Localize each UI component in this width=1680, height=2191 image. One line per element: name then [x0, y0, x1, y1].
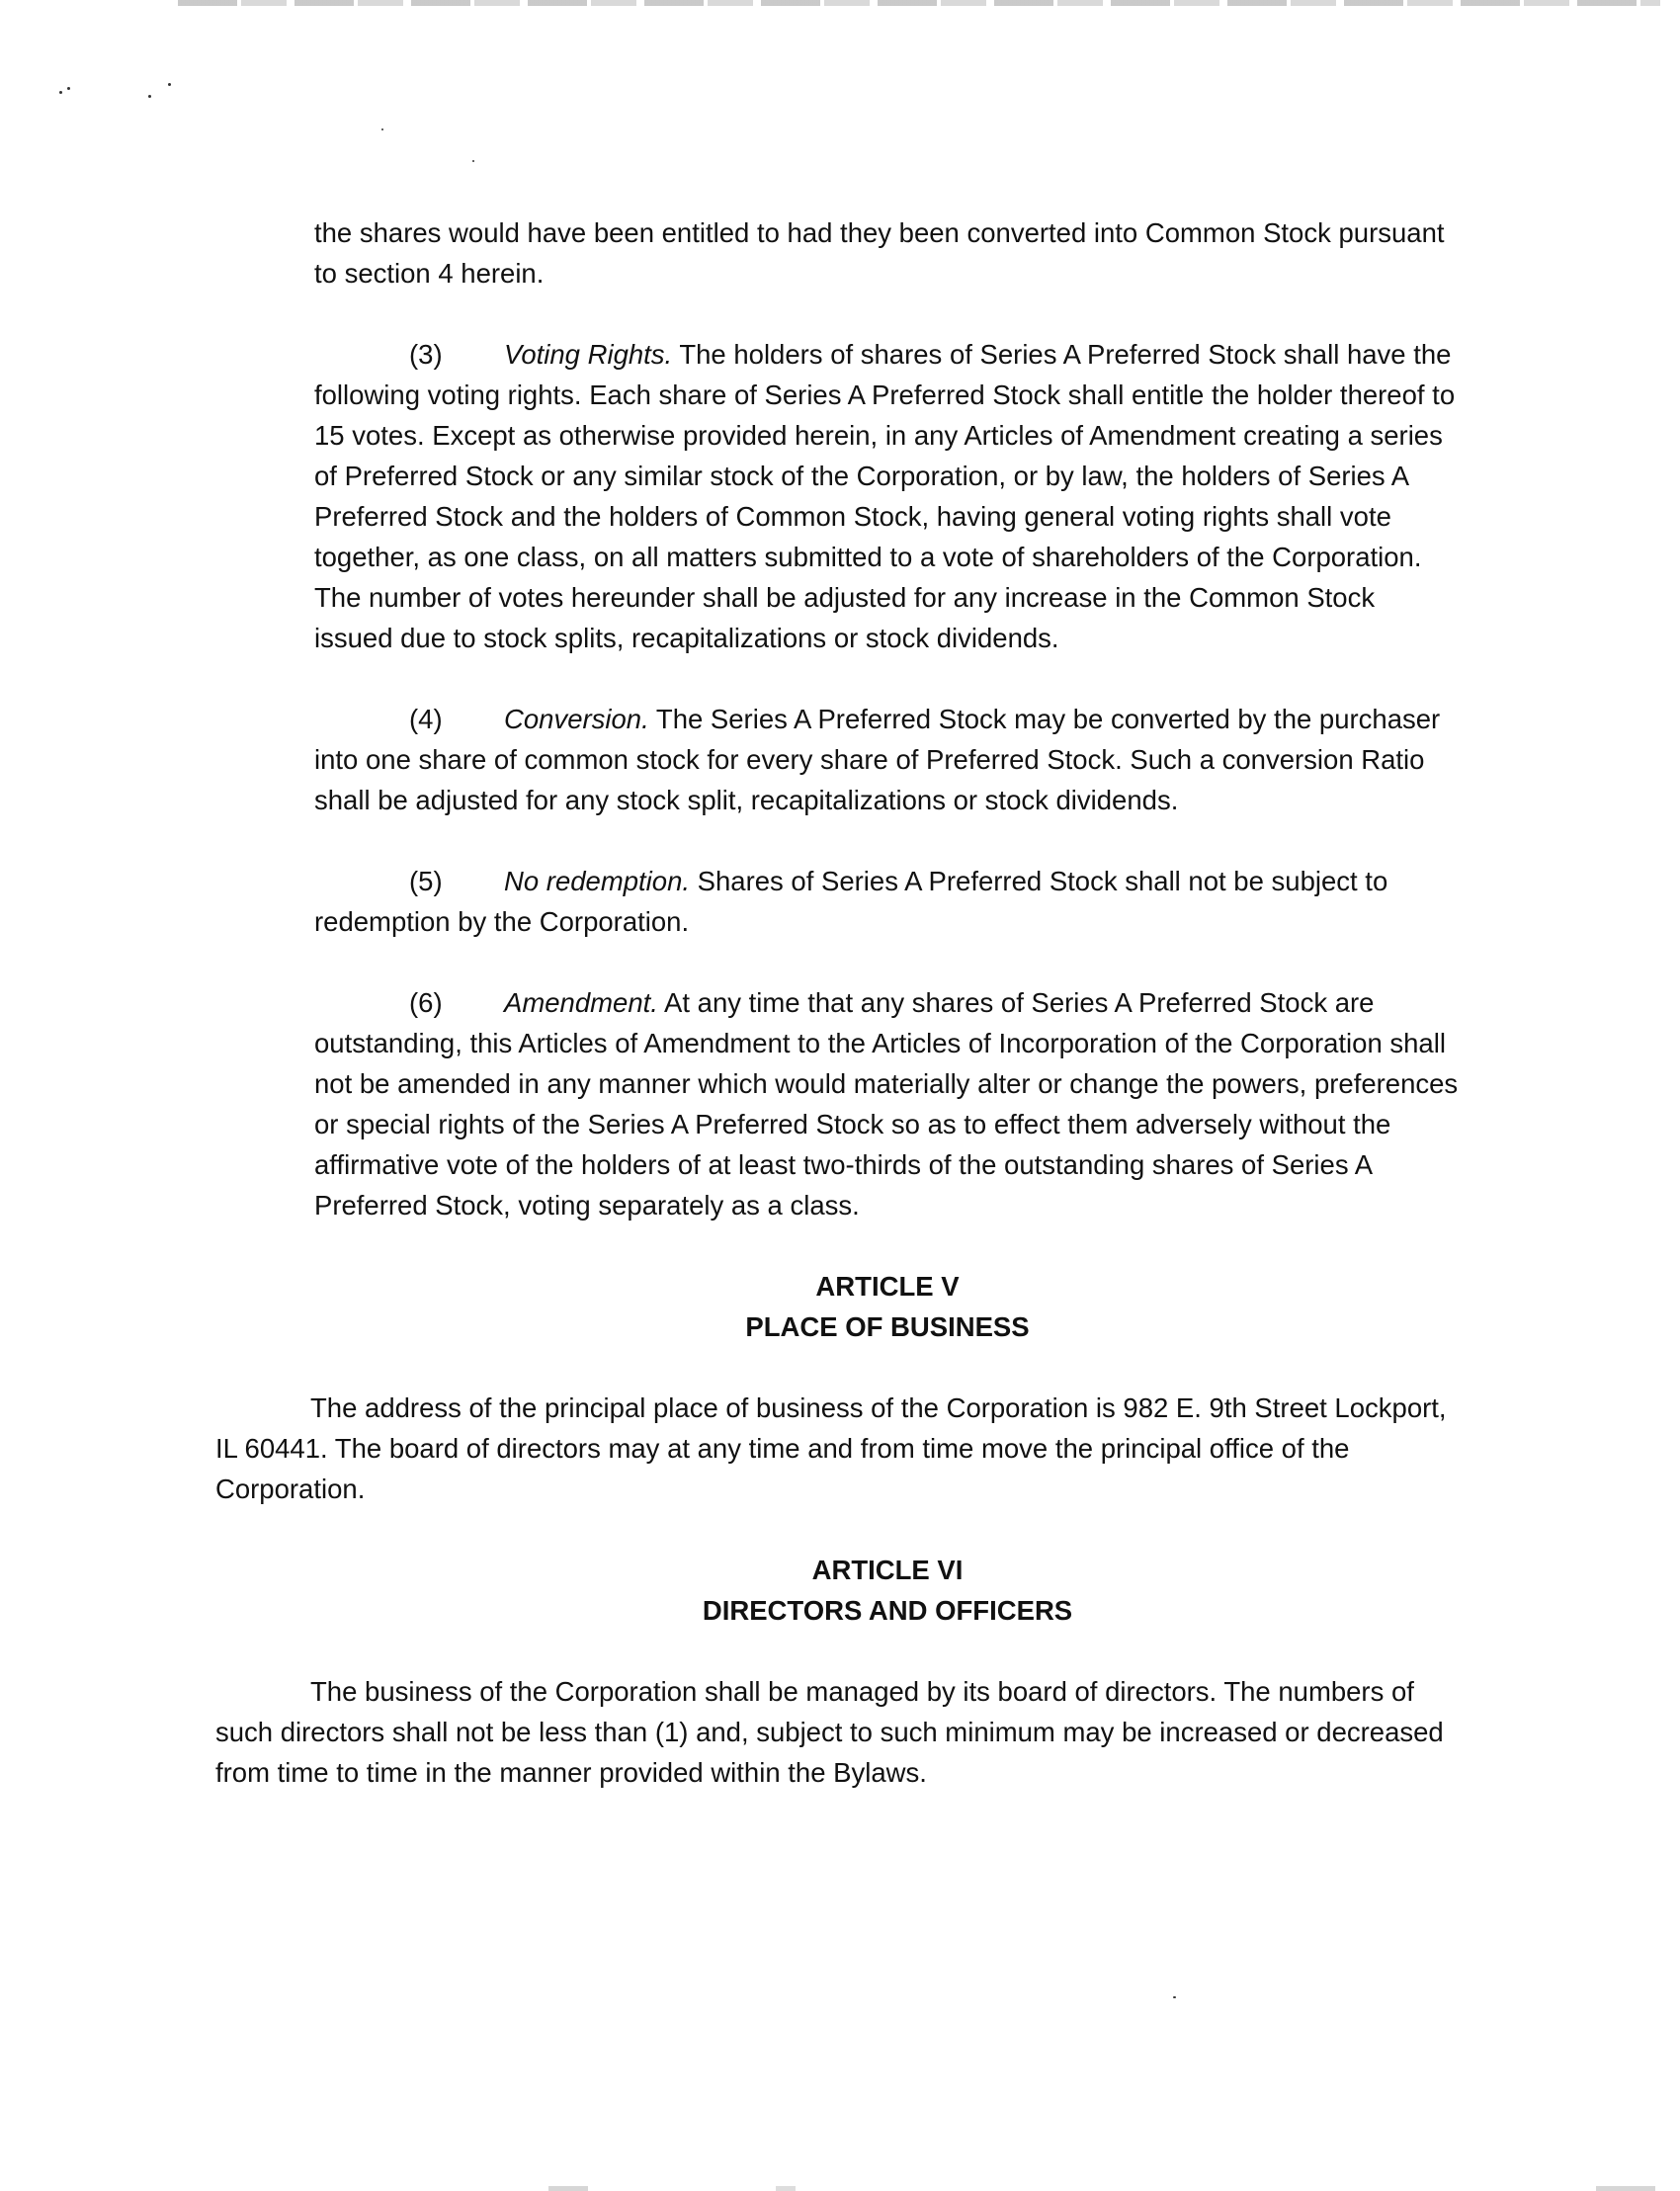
scan-speck [168, 83, 171, 86]
section-5-paragraph [314, 861, 1461, 942]
article-v-subheading: PLACE OF BUSINESS [745, 1311, 1030, 1342]
section-5-number: (5) [409, 866, 443, 896]
article-vi-heading: ARTICLE VI [811, 1555, 964, 1585]
section-4-title: Conversion. [504, 704, 649, 734]
section-5-text: Shares of Series A Preferred Stock shall not be subject to redemption by the Corporation. [314, 866, 1388, 937]
section-4-number: (4) [409, 704, 443, 734]
article-v-paragraph: The address of the principal place of business of the Corporation is 982 E. 9th Street Lockport, IL 60441. The board of directors may at any time and from time move the principal office of the Corporation. [215, 1392, 1447, 1504]
article-v-heading: ARTICLE V [815, 1271, 960, 1302]
section-4-paragraph [314, 699, 1461, 820]
section-6-text: At any time that any shares of Series A Preferred Stock are outstanding, this Articles of Amendment to the Articles of Incorporation of the Corporation shall not be amended in any manner which would materially alter or change the powers, preferences or special rights of the Series A Preferred Stock so as to effect them adversely without the affirmative vote of the holders of at least two-thirds of the outstanding shares of Series A Preferred Stock, voting separately as a class. [314, 987, 1459, 1221]
scan-speck [472, 160, 474, 162]
article-v-heading-block [314, 1266, 1461, 1347]
scan-speck [67, 87, 70, 90]
section-3-number: (3) [409, 339, 443, 370]
section-4-text: The Series A Preferred Stock may be converted by the purchaser into one share of common stock for every share of Preferred Stock. Such a conversion Ratio shall be adjusted for any stock split, recapitalizations or stock dividends. [314, 704, 1441, 815]
section-5-title: No redemption. [504, 866, 691, 896]
scan-speck [148, 95, 151, 98]
section-3-title: Voting Rights. [504, 339, 673, 370]
scan-artifact-bottom [548, 2186, 1655, 2191]
section-3-paragraph [314, 334, 1461, 658]
scan-speck [59, 91, 62, 94]
article-vi-heading-block [314, 1550, 1461, 1631]
section-6-title: Amendment. [504, 987, 658, 1018]
article-vi-paragraph: The business of the Corporation shall be managed by its board of directors. The numbers of such directors shall not be less than (1) and, subject to such minimum may be increased or decreased from time to time in the manner provided within the Bylaws. [215, 1676, 1444, 1788]
section-3-text: The holders of shares of Series A Preferred Stock shall have the following voting rights. Each share of Series A Preferred Stock shall entitle the holder thereof to 15 votes. Except as otherwise provided herein, in any Articles of Amendment creating a series of Preferred Stock or any similar stock of the Corporation, or by law, the holders of Series A Preferred Stock and the holders of Common Stock, having general voting rights shall vote together, as one class, on all matters submitted to a vote of shareholders of the Corporation. The number of votes hereunder shall be adjusted for any increase in the Common Stock issued due to stock splits, recapitalizations or stock dividends. [314, 339, 1456, 653]
section-6-number: (6) [409, 987, 443, 1018]
scan-artifact-top [178, 0, 1660, 6]
continuation-paragraph: the shares would have been entitled to had they been converted into Common Stock pursuant to section 4 herein. [314, 217, 1445, 289]
document-body [215, 212, 1461, 1833]
article-vi-subheading: DIRECTORS AND OFFICERS [702, 1595, 1073, 1626]
scan-speck [381, 128, 383, 130]
scan-speck [1173, 1996, 1176, 1998]
section-6-paragraph [314, 982, 1461, 1225]
